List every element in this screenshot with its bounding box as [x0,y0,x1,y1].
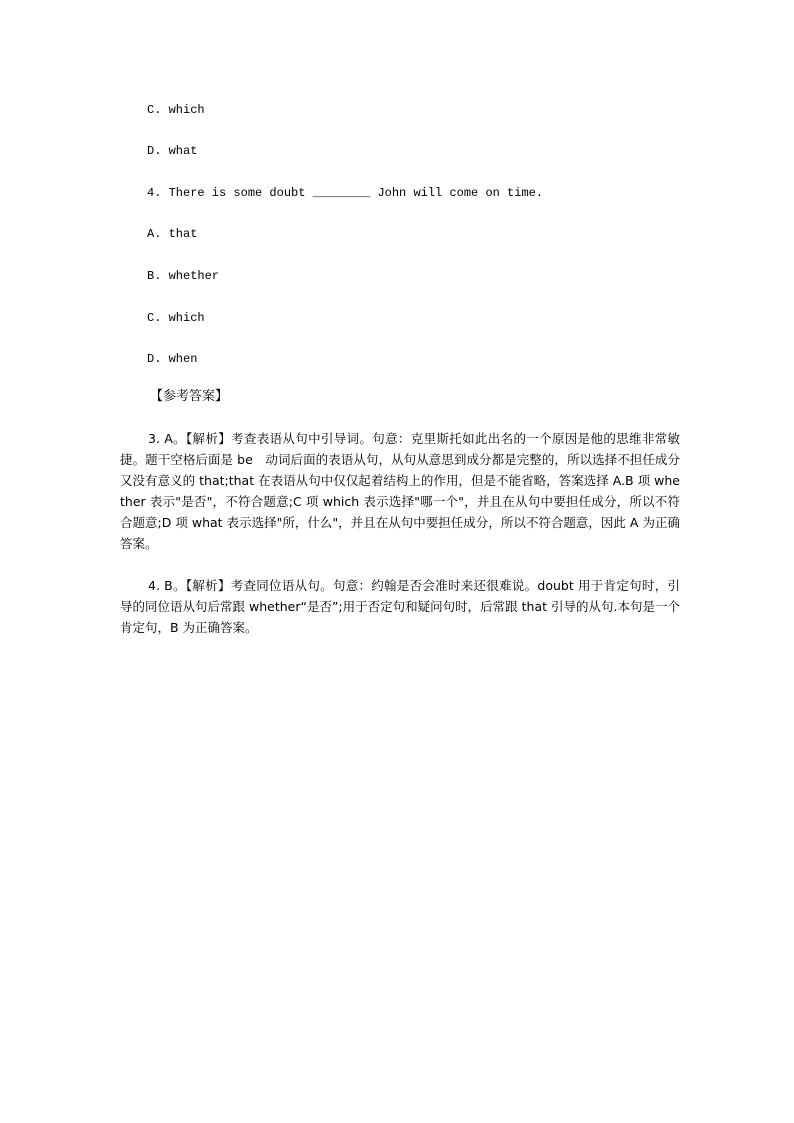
q3-option-d: D. what [147,144,198,158]
q4-option-d: D. when [147,352,198,366]
q4-option-a: A. that [147,227,198,241]
q3-option-c: C. which [147,103,205,117]
q4-stem: 4. There is some doubt ________ John will come on time. [147,186,544,200]
q4-option-b: B. whether [147,269,220,283]
answers-heading: 【参考答案】 [150,389,229,404]
answer-3-explanation: 3. A。【解析】考查表语从句中引导词。句意：克里斯托如此出名的一个原因是他的思维非常敏捷。题干空格后面是 be 动词后面的表语从句，从句从意思到成分都是完整的，所以选择不担任成分又没有意义的 that;that 在表语从句中仅仅起着结构上的作用，但是不能省略，答案选择 A.B 项 whether 表示"是否"，不符合题意;C 项 which 表示选择"哪一个"，并且在从句中要担任成分，所以不符合题意;D 项 what 表示选择"所，什么"，并且在从句中要担任成分，所以不符合题意，因此 A 为正确答案。 [120,431,680,551]
answer-4-explanation: 4. B。【解析】考查同位语从句。句意：约翰是否会准时来还很难说。doubt 用于肯定句时，引导的同位语从句后常跟 whether“是否”;用于否定句和疑问句时，后常跟 that 引导的从句.本句是一个肯定句，B 为正确答案。 [120,578,680,635]
q4-option-c: C. which [147,311,205,325]
